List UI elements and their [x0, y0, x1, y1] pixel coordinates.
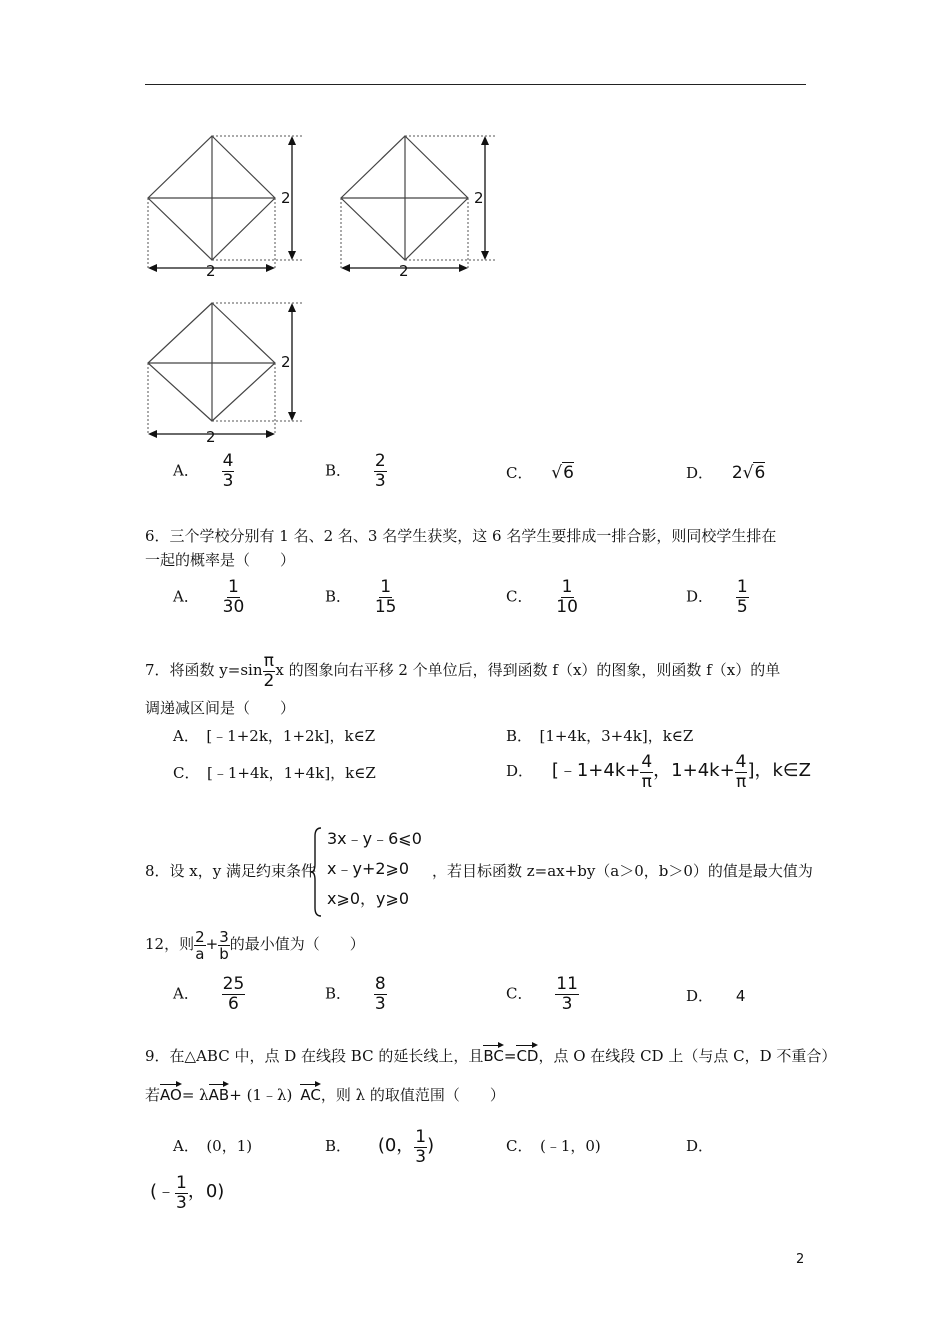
q9-stem-line1: 9．在△ABC 中，点 D 在线段 BC 的延长线上，且BC=CD，点 O 在线段 CD 上（与点 C，D 不重合）	[145, 1047, 837, 1065]
fraction: $\frac{1}{15}$	[374, 577, 397, 617]
q7-stem-line2: 调递减区间是（ ）	[145, 699, 296, 717]
fraction: $\frac{2}{3}$	[374, 451, 386, 491]
height-label: 2	[281, 189, 291, 207]
fraction: $\frac{2}{a}$	[195, 927, 205, 963]
q5-option-a: A． $\frac{4}{3}$	[173, 451, 234, 491]
q9-option-a: A． (0，1)	[173, 1137, 253, 1155]
q7-option-c: C． [﹣1+4k，1+4k]，k∈Z	[173, 764, 376, 782]
vector-ac: AC	[300, 1086, 321, 1104]
fraction: $\frac{25}{6}$	[222, 974, 245, 1014]
q9-option-d-label: D．	[686, 1137, 714, 1155]
q7-option-b: B． [1+4k，3+4k]，k∈Z	[506, 727, 694, 745]
width-label: 2	[399, 262, 409, 280]
q7-option-a: A． [﹣1+2k，1+2k]，k∈Z	[173, 727, 376, 745]
fraction: $\frac{4}{\pi}$	[641, 751, 653, 792]
fraction: $\frac{1}{3}$	[415, 1126, 427, 1167]
q7-option-d: D． [﹣1+4k+ $\frac{4}{\pi}$ ，1+4k+ $\frac{4}{\pi}$ ]，k∈Z	[506, 751, 811, 792]
vector-ab: AB	[208, 1086, 230, 1104]
fraction: $\frac{3}{b}$	[219, 927, 229, 963]
q6-option-b: B． $\frac{1}{15}$	[325, 577, 397, 617]
height-label: 2	[474, 189, 484, 207]
q9-stem-line2: 若AO= λAB+ (1﹣λ) AC，则 λ 的取值范围（ ）	[145, 1086, 505, 1104]
fraction: $\frac{1}{30}$	[222, 577, 245, 617]
q8-stem-line2: 12，则 $\frac{2}{a}$ + $\frac{3}{b}$ 的最小值为（ ）	[145, 927, 365, 963]
fraction: $\frac{8}{3}$	[374, 974, 386, 1014]
side-view-figure	[333, 130, 503, 284]
q8-option-a: A． $\frac{25}{6}$	[173, 974, 245, 1014]
q8-option-b: B． $\frac{8}{3}$	[325, 974, 386, 1014]
height-label: 2	[281, 353, 291, 371]
vector-cd: CD	[516, 1047, 539, 1065]
constraint-3: x⩾0，y⩾0	[327, 889, 410, 908]
q8-option-c: C． $\frac{11}{3}$	[506, 974, 578, 1014]
constraint-system	[327, 824, 422, 914]
sqrt-expression: √6	[551, 463, 574, 483]
q8-option-d: D． 4	[686, 987, 746, 1005]
fraction: $\frac{1}{10}$	[556, 577, 578, 617]
q8-stem-prefix: 8．设 x，y 满足约束条件	[145, 862, 317, 880]
front-view-figure	[140, 130, 310, 284]
top-view-figure	[140, 297, 310, 451]
fraction: $\frac{1}{3}$	[176, 1172, 187, 1213]
q6-stem-line1: 6．三个学校分别有 1 名、2 名、3 名学生获奖，这 6 名学生要排成一排合影，则同校学生排在	[145, 527, 777, 545]
q9-option-b: B． (0， $\frac{1}{3}$ )	[325, 1126, 435, 1167]
vector-ao: AO	[160, 1086, 182, 1104]
constraint-brace	[311, 826, 323, 922]
q5-option-b: B． $\frac{2}{3}$	[325, 451, 386, 491]
constraint-2: x﹣y+2⩾0	[327, 859, 410, 878]
fraction: $\frac{11}{3}$	[556, 974, 578, 1014]
q6-stem-line2: 一起的概率是（ ）	[145, 551, 296, 569]
q9-option-c: C． (﹣1，0)	[506, 1137, 601, 1155]
q7-stem-line1: 7．将函数 y=sin $\frac{\pi}{2}$ x 的图象向右平移 2 个单位后，得到函数 f（x）的图象，则函数 f（x）的单	[145, 650, 781, 691]
width-label: 2	[206, 262, 216, 280]
q9-option-d: (﹣ $\frac{1}{3}$ ，0)	[150, 1172, 225, 1213]
fraction: $\frac{4}{3}$	[222, 451, 234, 491]
q5-option-d: D． 2√6	[686, 463, 766, 483]
fraction: $\frac{1}{5}$	[736, 577, 748, 617]
fraction: $\frac{4}{\pi}$	[735, 751, 747, 792]
q6-option-a: A． $\frac{1}{30}$	[173, 577, 245, 617]
q6-option-c: C． $\frac{1}{10}$	[506, 577, 578, 617]
q6-option-d: D． $\frac{1}{5}$	[686, 577, 748, 617]
constraint-1: 3x﹣y﹣6⩽0	[327, 829, 422, 848]
header-rule	[145, 84, 806, 85]
fraction: $\frac{\pi}{2}$	[263, 650, 275, 691]
sqrt-expression: 2√6	[731, 463, 766, 483]
vector-bc: BC	[483, 1047, 504, 1065]
q5-option-c: C． √6	[506, 463, 574, 483]
q8-stem-suffix: ，若目标函数 z=ax+by（a＞0，b＞0）的值是最大值为	[432, 862, 813, 880]
width-label: 2	[206, 428, 216, 446]
page-number: 2	[796, 1252, 805, 1267]
